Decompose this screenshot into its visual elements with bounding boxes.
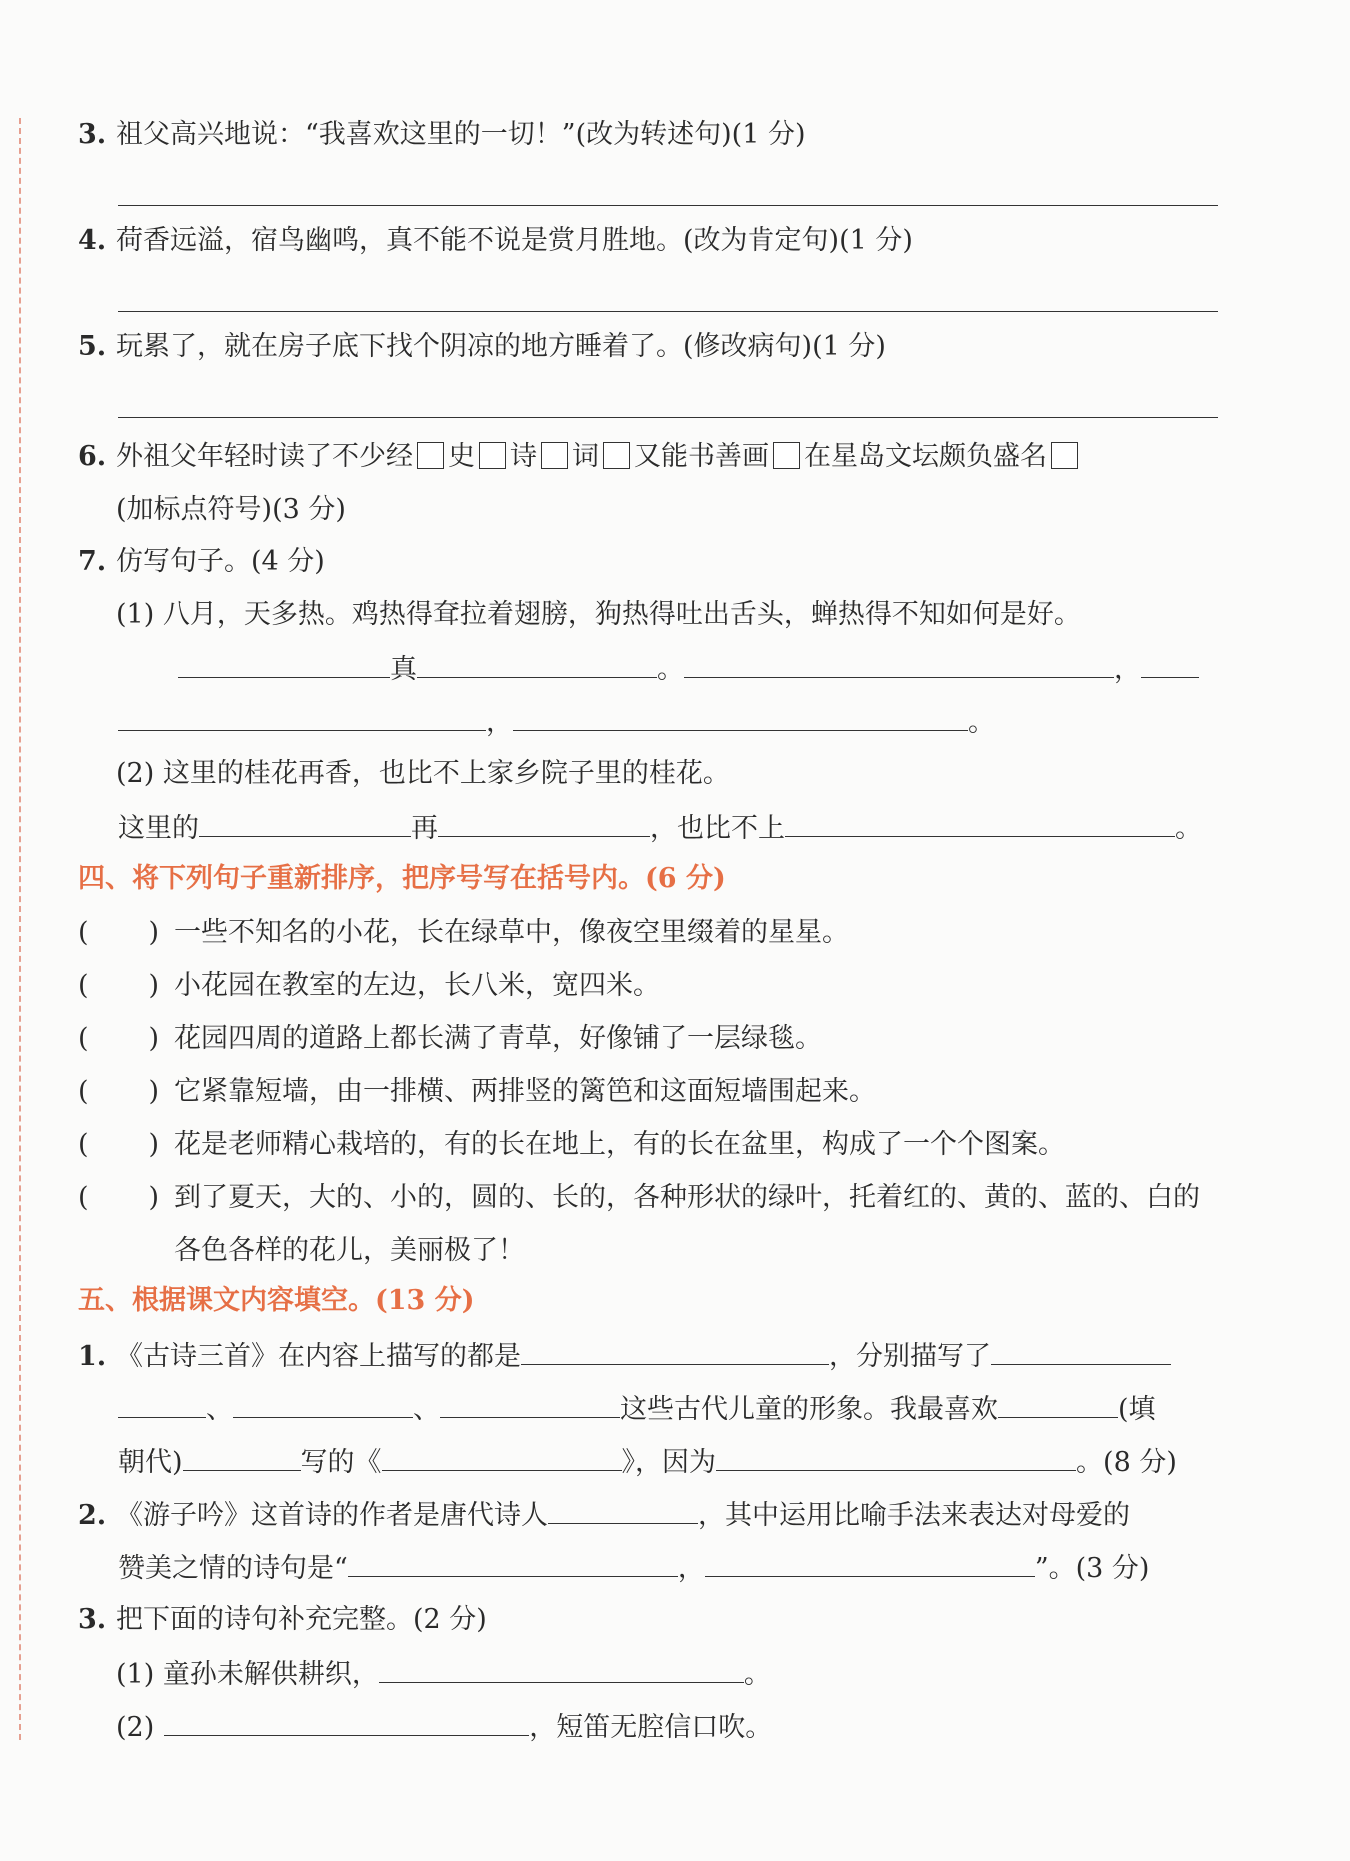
- question-4: [78, 224, 913, 258]
- fill-text: 。: [1175, 813, 1202, 844]
- question-number: 6.: [78, 441, 107, 472]
- question-number: 7.: [78, 546, 107, 577]
- fill-question-3: [78, 1603, 487, 1637]
- fill-text: 这里的: [118, 813, 199, 844]
- fill-blank[interactable]: [382, 1444, 622, 1471]
- question-text: 史: [448, 441, 475, 472]
- fill-text: 》，因为: [621, 1447, 717, 1478]
- fill-blank[interactable]: [548, 1497, 698, 1524]
- question-text: 诗: [510, 441, 537, 472]
- fill-blank[interactable]: [183, 1444, 301, 1471]
- fill-text: ，: [677, 1553, 705, 1584]
- fill-blank[interactable]: [705, 1550, 1035, 1577]
- question-3: [78, 118, 806, 152]
- fill-blank[interactable]: [991, 1338, 1171, 1365]
- order-bracket[interactable]: ( ): [78, 1023, 160, 1054]
- fill-text: 《古诗三首》在内容上描写的都是: [116, 1341, 521, 1372]
- question-7: [78, 545, 325, 579]
- fill-text: 、: [413, 1394, 440, 1425]
- ordering-text: 花园四周的道路上都长满了青草，好像铺了一层绿毯。: [174, 1023, 822, 1054]
- ordering-text: 花是老师精心栽培的，有的长在地上，有的长在盆里，构成了一个个图案。: [174, 1129, 1065, 1160]
- ordering-item: [78, 1181, 1200, 1215]
- fill-blank[interactable]: [348, 1550, 678, 1577]
- order-bracket[interactable]: ( ): [78, 970, 160, 1001]
- fill-text: ，也比不上: [650, 813, 785, 844]
- question-5: [78, 330, 886, 364]
- fill-blank[interactable]: [118, 1391, 206, 1418]
- ordering-item: [78, 916, 849, 950]
- question-number: 3.: [78, 119, 107, 150]
- fill-text: 赞美之情的诗句是“: [118, 1553, 348, 1584]
- punctuation-box[interactable]: [603, 442, 630, 469]
- binding-margin-line: [19, 118, 21, 1740]
- fill-blank[interactable]: [379, 1656, 744, 1683]
- fill-question-1-line2: [118, 1391, 1156, 1427]
- question-number: 2.: [78, 1500, 107, 1531]
- question-text: 把下面的诗句补充完整。(2 分): [116, 1604, 487, 1635]
- fill-text: 写的《: [300, 1447, 382, 1478]
- question-text: 仿写句子。(4 分): [116, 546, 325, 577]
- fill-blank[interactable]: [438, 810, 650, 837]
- answer-line[interactable]: [118, 417, 1218, 418]
- imitation-answer-1-line1: [178, 651, 1199, 687]
- fill-text: ，: [1114, 654, 1141, 685]
- fill-blank[interactable]: [118, 704, 486, 731]
- ordering-text: 小花园在教室的左边，长八米，宽四米。: [174, 970, 660, 1001]
- fill-text: (1) 童孙未解供耕织，: [116, 1659, 379, 1690]
- imitation-sentence-1: (1) 八月，天多热。鸡热得耷拉着翅膀，狗热得吐出舌头，蝉热得不知如何是好。: [116, 599, 1081, 630]
- punctuation-box[interactable]: [479, 442, 506, 469]
- fill-text: 。(8 分): [1076, 1447, 1177, 1478]
- fill-blank[interactable]: [164, 1709, 529, 1736]
- fill-text: 。: [743, 1659, 771, 1690]
- order-bracket[interactable]: ( ): [78, 1182, 160, 1213]
- fill-blank[interactable]: [684, 651, 1114, 678]
- fill-text: ，: [486, 707, 513, 738]
- ordering-text: 到了夏天，大的、小的，圆的、长的，各种形状的绿叶，托着红的、黄的、蓝的、白的: [174, 1182, 1200, 1213]
- punctuation-box[interactable]: [1051, 442, 1078, 469]
- fill-blank[interactable]: [521, 1338, 829, 1365]
- fill-question-1-line1: [78, 1338, 1171, 1374]
- question-text: 在星岛文坛颇负盛名: [804, 441, 1047, 472]
- fill-blank[interactable]: [785, 810, 1175, 837]
- fill-text: ”。(3 分): [1034, 1553, 1150, 1584]
- ordering-text: 它紧靠短墙，由一排横、两排竖的篱笆和这面短墙围起来。: [174, 1076, 876, 1107]
- fill-blank[interactable]: [998, 1391, 1118, 1418]
- fill-text: 真: [390, 654, 417, 685]
- fill-text: 这些古代儿童的形象。我最喜欢: [620, 1394, 998, 1425]
- question-text: 祖父高兴地说：“我喜欢这里的一切！”(改为转述句)(1 分): [116, 119, 806, 150]
- fill-text: ，分别描写了: [829, 1341, 991, 1372]
- fill-text: 再: [411, 813, 438, 844]
- imitation-answer-2: [118, 810, 1202, 846]
- fill-blank[interactable]: [199, 810, 411, 837]
- fill-text: 《游子吟》这首诗的作者是唐代诗人: [116, 1500, 548, 1531]
- fill-text: 。: [968, 707, 995, 738]
- punctuation-box[interactable]: [541, 442, 568, 469]
- ordering-item: [78, 1128, 1065, 1162]
- fill-text: ，其中运用比喻手法来表达对母爱的: [698, 1500, 1130, 1531]
- question-number: 5.: [78, 331, 107, 362]
- question-number: 3.: [78, 1604, 107, 1635]
- poem-line-1: [116, 1656, 771, 1692]
- question-text: 玩累了，就在房子底下找个阴凉的地方睡着了。(修改病句)(1 分): [116, 331, 886, 362]
- question-text: 荷香远溢，宿鸟幽鸣，真不能不说是赏月胜地。(改为肯定句)(1 分): [116, 225, 913, 256]
- ordering-text: 一些不知名的小花，长在绿草中，像夜空里缀着的星星。: [174, 917, 849, 948]
- ordering-item: [78, 1022, 822, 1056]
- question-6-instruction: (加标点符号)(3 分): [116, 494, 346, 525]
- section-4-heading: 四、将下列句子重新排序，把序号写在括号内。(6 分): [78, 863, 726, 894]
- fill-blank[interactable]: [178, 651, 390, 678]
- poem-line-2: [116, 1709, 772, 1745]
- fill-blank[interactable]: [417, 651, 657, 678]
- fill-text: 、: [206, 1394, 233, 1425]
- fill-question-2-line2: [118, 1550, 1149, 1586]
- imitation-answer-1-line2: [118, 704, 995, 740]
- section-5-heading: 五、根据课文内容填空。(13 分): [78, 1285, 475, 1316]
- answer-line[interactable]: [118, 205, 1218, 206]
- order-bracket[interactable]: ( ): [78, 917, 160, 948]
- punctuation-box[interactable]: [417, 442, 444, 469]
- ordering-item: [78, 1075, 876, 1109]
- punctuation-box[interactable]: [773, 442, 800, 469]
- question-number: 4.: [78, 225, 107, 256]
- fill-blank[interactable]: [1141, 651, 1199, 678]
- ordering-text-continued: 各色各样的花儿，美丽极了！: [174, 1235, 525, 1266]
- answer-line[interactable]: [118, 311, 1218, 312]
- question-text: 词: [572, 441, 599, 472]
- order-bracket[interactable]: ( ): [78, 1129, 160, 1160]
- fill-question-1-line3: [118, 1444, 1177, 1480]
- question-text: 又能书善画: [634, 441, 769, 472]
- fill-text: ，短笛无腔信口吹。: [529, 1712, 773, 1743]
- order-bracket[interactable]: ( ): [78, 1076, 160, 1107]
- fill-blank[interactable]: [233, 1391, 413, 1418]
- fill-blank[interactable]: [440, 1391, 620, 1418]
- ordering-item: [78, 969, 660, 1003]
- fill-text: 。: [657, 654, 684, 685]
- fill-text: 朝代): [118, 1447, 183, 1478]
- fill-text: (填: [1118, 1394, 1156, 1425]
- fill-question-2-line1: [78, 1497, 1130, 1533]
- fill-text: (2): [116, 1712, 155, 1743]
- question-text: 外祖父年轻时读了不少经: [116, 441, 413, 472]
- imitation-sentence-2: (2) 这里的桂花再香，也比不上家乡院子里的桂花。: [116, 758, 730, 789]
- question-number: 1.: [78, 1341, 107, 1372]
- fill-blank[interactable]: [513, 704, 968, 731]
- fill-blank[interactable]: [716, 1444, 1076, 1471]
- question-6: [78, 440, 1082, 474]
